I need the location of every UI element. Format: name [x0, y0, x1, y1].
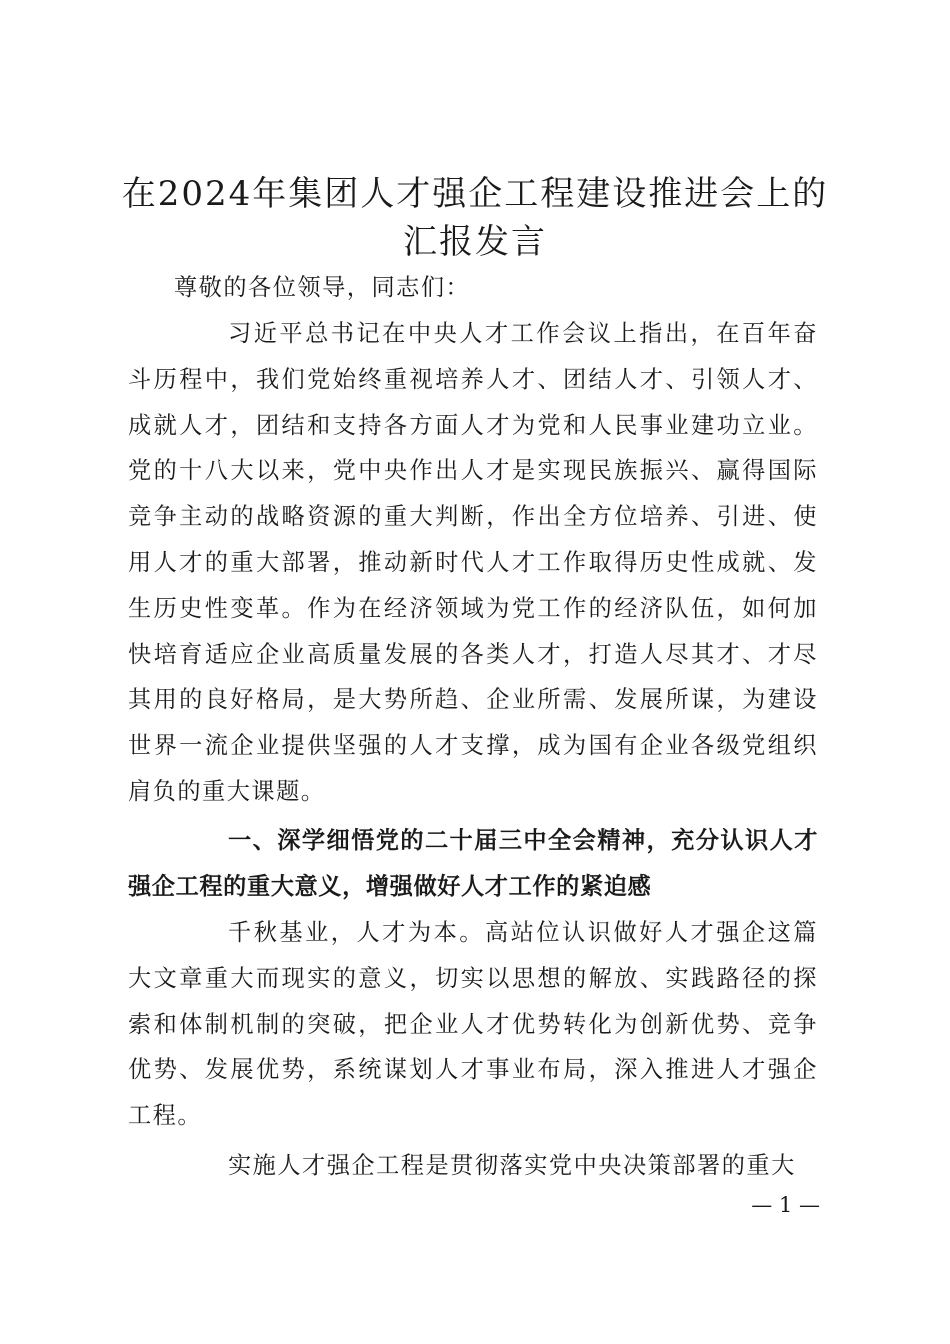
section-heading-1: 一、深学细悟党的二十届三中全会精神，充分认识人才强企工程的重大意义，增强做好人才工作的紧迫感: [128, 827, 818, 900]
body-paragraph-1: 习近平总书记在中央人才工作会议上指出，在百年奋斗历程中，我们党始终重视培养人才、团结人才、引领人才、成就人才，团结和支持各方面人才为党和人民事业建功立业。党的十八大以来，党中央作出人才是实现民族振兴、赢得国际竞争主动的战略资源的重大判断，作出全方位培养、引进、使用人才的重大部署，推动新时代人才工作取得历史性成就、发生历史性变革。作为在经济领域为党工作的经济队伍，如何加快培育适应企业高质量发展的各类人才，打造人尽其才、才尽其用的良好格局，是大势所趋、企业所需、发展所谋，为建设世界一流企业提供坚强的人才支撑，成为国有企业各级党组织肩负的重大课题。: [128, 320, 818, 805]
document-title-line-2: 汇报发言: [403, 222, 547, 262]
salutation: 尊敬的各位领导，同志们：: [174, 274, 471, 301]
document-title-line-1: 在2024年集团人才强企工程建设推进会上的: [121, 174, 829, 214]
page-number: — 1 —: [751, 1193, 820, 1217]
body-paragraph-2: 千秋基业，人才为本。高站位认识做好人才强企这篇大文章重大而现实的意义，切实以思想的解放、实践路径的探索和体制机制的突破，把企业人才优势转化为创新优势、竞争优势、发展优势，系统谋划人才事业布局，深入推进人才强企工程。: [128, 919, 818, 1130]
body-paragraph-3: 实施人才强企工程是贯彻落实党中央决策部署的重大: [228, 1152, 796, 1179]
